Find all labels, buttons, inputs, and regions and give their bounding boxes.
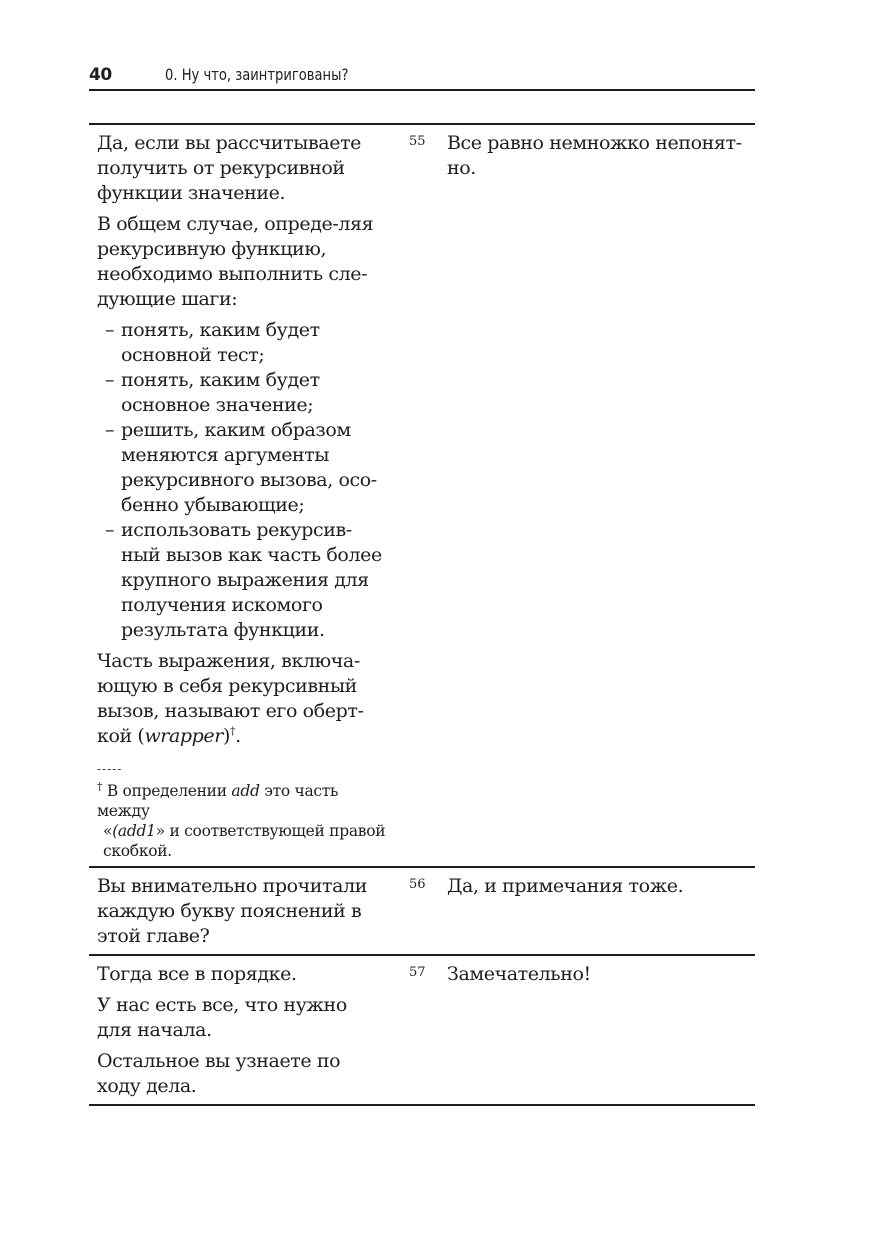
list-item: – использовать рекурсив-ный вызов как часть более крупного выражения для получения искомого результата функции. [105,519,382,641]
qa-table [89,123,755,1106]
footnote: † В определении add это часть между «(add1» и соответствующей правой скобкой. [97,779,386,860]
paragraph: Да, если вы рассчитываете получить от рекурсивной функции значение. [97,132,362,204]
paragraph: Часть выражения, включа-ющую в себя рекурсивный вызов, называют его оберт-кой (wrapper)†. [97,650,364,747]
list-item: – решить, каким образом меняются аргументы рекурсивного вызова, осо-бенно убывающие; [105,419,377,516]
paragraph: Тогда все в порядке. [97,963,297,985]
steps-list [97,318,387,643]
qa-row-57 [89,954,755,1106]
paragraph: Вы внимательно прочитали каждую букву пояснений в этой главе? [97,875,368,947]
frame-number: 56 [409,877,426,892]
frame-number: 57 [409,965,426,980]
footnote-mark: † [229,724,236,738]
list-item: – понять, каким будет основной тест; [105,319,320,366]
answer-cell: Все равно немножко непонят-но. [447,132,742,179]
running-title: 0. Ну что, заинтригованы? [165,65,349,84]
footnote-separator: ----- [97,762,123,776]
question-cell [89,956,387,1104]
question-cell [89,868,387,954]
frame-number: 55 [409,134,426,149]
question-cell [89,125,387,866]
page-number: 40 [89,65,112,85]
paragraph: Остальное вы узнаете по ходу дела. [97,1050,341,1097]
qa-row-56 [89,866,755,954]
paragraph: У нас есть все, что нужно для начала. [97,994,347,1041]
list-item: – понять, каким будет основное значение; [105,369,320,416]
term-wrapper: wrapper [144,725,223,747]
answer-cell: Замечательно! [447,963,591,985]
answer-cell: Да, и примечания тоже. [447,875,684,897]
page-header [89,62,755,91]
paragraph: В общем случае, опреде-ляя рекурсивную функцию, необходимо выполнить сле-дующие шаги: [97,213,374,310]
qa-row-55 [89,123,755,866]
